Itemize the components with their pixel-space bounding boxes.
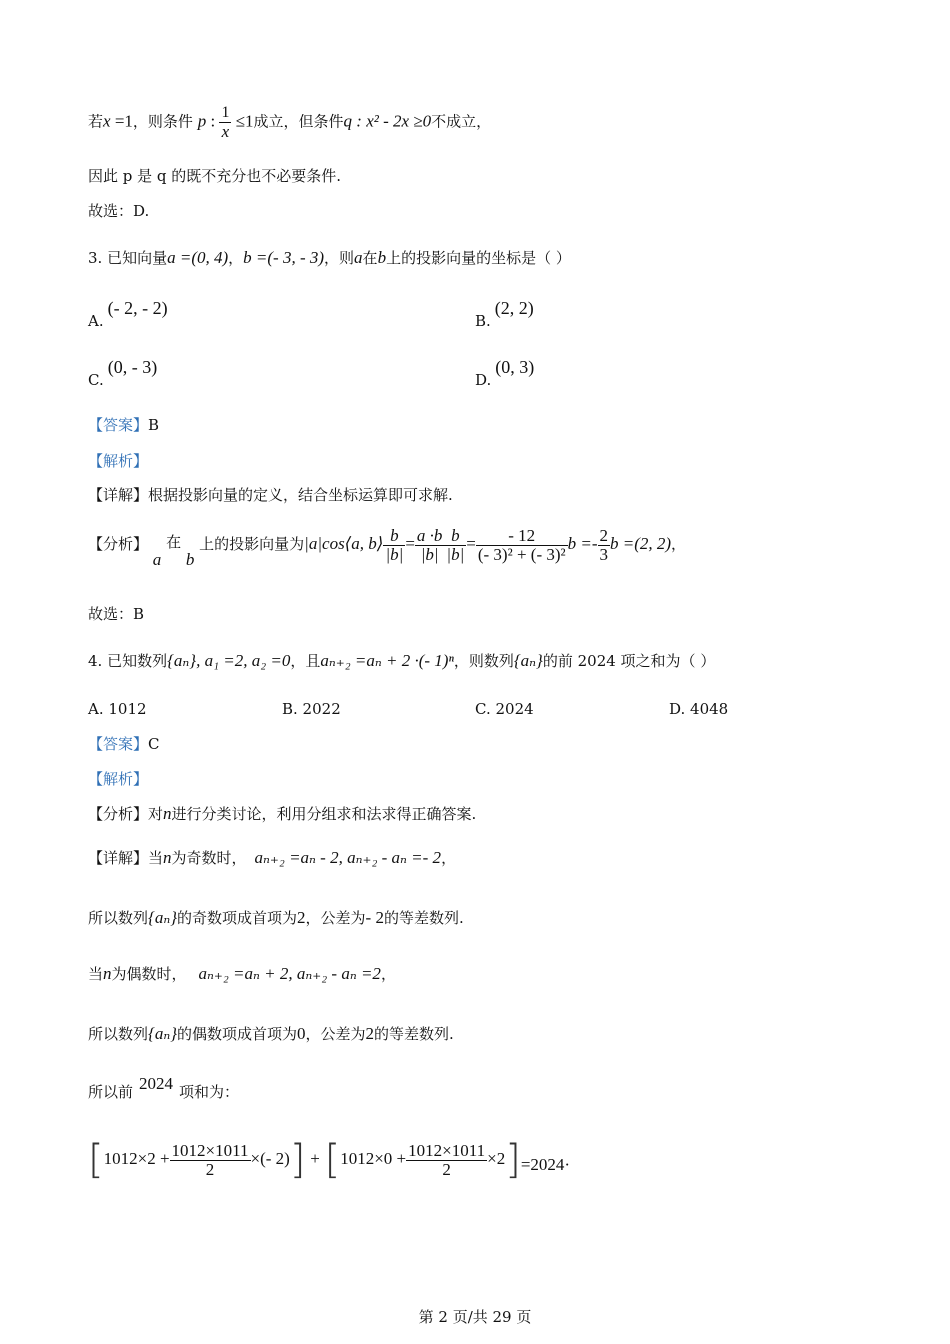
option-value: (0, 3) bbox=[495, 357, 535, 377]
math-var: a bbox=[354, 248, 363, 267]
numerator: - 12 bbox=[476, 527, 568, 546]
denominator: |b| bbox=[385, 544, 404, 564]
detail-text: 根据投影向量的定义，结合坐标运算即可求解. bbox=[148, 486, 453, 504]
text: 不成立， bbox=[431, 112, 492, 131]
page-footer: 第 2 页/共 29 页 bbox=[418, 1308, 532, 1326]
analysis-tag: 【分析】 bbox=[88, 805, 149, 823]
text: 的前 2024 项之和为（ ） bbox=[542, 652, 716, 670]
numerator: a ·b bbox=[416, 525, 443, 545]
detail-tag: 【详解】 bbox=[88, 849, 149, 867]
fraction bbox=[444, 527, 466, 564]
detail-tag: 【详解】 bbox=[88, 486, 149, 504]
fraction bbox=[415, 527, 445, 564]
q4-final-formula bbox=[88, 1134, 570, 1185]
math-var: a bbox=[152, 550, 162, 569]
math-expr: {aₙ} bbox=[148, 908, 178, 927]
formula-part: 1012×0 + bbox=[340, 1149, 407, 1168]
text: 进行分类讨论，利用分组求和法求得正确答案. bbox=[171, 805, 477, 823]
conclusion-line: 因此 p 是 q 的既不充分也不必要条件. bbox=[88, 167, 342, 185]
text: 上的投影向量为 bbox=[199, 535, 305, 553]
text: 所以前 bbox=[88, 1083, 134, 1101]
math-text: =1 bbox=[110, 111, 133, 131]
q3-option-d bbox=[475, 357, 535, 390]
math-text: = bbox=[405, 534, 415, 553]
numerator: 1012×1011 bbox=[408, 1140, 486, 1160]
text: 在 bbox=[166, 533, 182, 551]
math-expr: {aₙ} bbox=[148, 1024, 178, 1043]
math-text: = bbox=[466, 534, 476, 553]
numerator: 1012×1011 bbox=[171, 1140, 249, 1160]
q4-even-terms bbox=[88, 1024, 454, 1044]
answer-value: C bbox=[148, 735, 160, 753]
denominator: 2 bbox=[442, 1159, 451, 1179]
numerator: b bbox=[383, 527, 405, 546]
q4-jiexi: 【解析】 bbox=[88, 770, 149, 788]
text: 若 bbox=[88, 112, 104, 131]
math-expr: b =(- 3, - 3) bbox=[243, 248, 325, 267]
math-var: p bbox=[197, 111, 207, 131]
text: 的奇数项成首项为 bbox=[177, 909, 298, 927]
denominator: 3 bbox=[599, 544, 608, 564]
option-value: (- 2, - 2) bbox=[107, 298, 168, 318]
q4-odd-terms bbox=[88, 908, 464, 928]
question-3-stem bbox=[88, 248, 571, 268]
denominator: |b| bbox=[446, 544, 465, 564]
option-label: A. bbox=[88, 312, 104, 330]
choice-line: 故选：D. bbox=[88, 202, 150, 220]
text: ，则条件 bbox=[132, 112, 193, 131]
text: 的等差数列. bbox=[383, 909, 464, 927]
right-bracket-icon: ] bbox=[289, 1137, 306, 1183]
denominator: |b| bbox=[420, 544, 439, 564]
math-text: ≤1 bbox=[231, 111, 254, 131]
fraction bbox=[406, 1142, 487, 1179]
fraction bbox=[170, 1142, 251, 1179]
text: ，公差为 bbox=[305, 909, 366, 927]
text: 当 bbox=[148, 849, 164, 867]
condition-line bbox=[88, 104, 491, 141]
text: ， bbox=[228, 249, 244, 267]
math-text: 0 bbox=[297, 1024, 306, 1043]
answer-tag: 【答案】 bbox=[88, 735, 149, 753]
text: ， bbox=[671, 535, 687, 553]
q4-detail bbox=[88, 848, 456, 868]
math-text: 2024 bbox=[139, 1074, 174, 1093]
math-text: 2 bbox=[297, 908, 306, 927]
option-label: C. bbox=[88, 371, 104, 389]
math-var: n bbox=[163, 848, 172, 867]
q4-sum-intro bbox=[88, 1074, 240, 1102]
left-bracket-icon: [ bbox=[324, 1137, 341, 1183]
math-expr: aₙ₊₂ =aₙ + 2 ·(- 1)ⁿ bbox=[320, 651, 454, 670]
q3-option-a bbox=[88, 298, 168, 331]
text: 的等差数列. bbox=[374, 1025, 454, 1043]
math-text: - 2 bbox=[365, 908, 384, 927]
numerator: 2 bbox=[599, 525, 608, 545]
right-bracket-icon: ] bbox=[505, 1137, 521, 1183]
option-value: (2, 2) bbox=[494, 298, 534, 318]
left-bracket-icon: [ bbox=[88, 1137, 104, 1183]
formula-part: b =(2, 2) bbox=[610, 534, 672, 553]
text: 对 bbox=[148, 805, 164, 823]
text: 4. 已知数列 bbox=[88, 652, 168, 670]
math-var: q bbox=[343, 111, 353, 131]
math-var: x bbox=[103, 111, 111, 131]
formula-part: ×(- 2) bbox=[250, 1149, 290, 1168]
option-value: (0, - 3) bbox=[107, 357, 158, 377]
text: ， bbox=[441, 849, 457, 867]
answer-value: B bbox=[148, 416, 160, 434]
formula-part: ×2 bbox=[487, 1149, 506, 1168]
denominator: (- 3)² + (- 3)² bbox=[477, 544, 566, 564]
q3-option-b bbox=[475, 298, 534, 331]
math-var: b bbox=[377, 248, 387, 267]
text: 的偶数项成首项为 bbox=[177, 1025, 298, 1043]
text: 3. 已知向量 bbox=[88, 249, 168, 267]
math-expr: a =(0, 4) bbox=[167, 248, 229, 267]
formula-part: |a|cos⟨a, b⟩ bbox=[304, 534, 384, 553]
math-var: b bbox=[185, 550, 195, 569]
q4-answer bbox=[88, 734, 160, 754]
formula-part: b =- bbox=[567, 534, 598, 553]
denominator: 2 bbox=[205, 1159, 215, 1179]
q3-choose: 故选：B bbox=[88, 605, 145, 623]
q3-jiexi: 【解析】 bbox=[88, 452, 149, 470]
text: ，则数列 bbox=[453, 652, 514, 670]
fraction bbox=[219, 104, 231, 141]
text: ，且 bbox=[290, 652, 321, 670]
q4-even-case bbox=[88, 964, 396, 984]
option-label: D. bbox=[475, 371, 492, 389]
answer-tag: 【答案】 bbox=[88, 416, 149, 434]
text: ，则 bbox=[324, 249, 355, 267]
analysis-tag: 【分析】 bbox=[88, 535, 149, 553]
denominator: x bbox=[221, 122, 230, 141]
fraction bbox=[383, 527, 405, 564]
q4-analysis bbox=[88, 804, 476, 824]
text: 所以数列 bbox=[88, 1025, 149, 1043]
math-expr: aₙ₊₂ =aₙ + 2, aₙ₊₂ - aₙ =2 bbox=[198, 964, 381, 983]
text: ， bbox=[380, 965, 396, 983]
math-expr: {aₙ} bbox=[167, 651, 197, 670]
formula-part: 1012×2 + bbox=[103, 1149, 170, 1168]
text: 为奇数时， bbox=[171, 849, 247, 867]
q3-detail bbox=[88, 485, 453, 505]
formula-part: =2024· bbox=[520, 1155, 571, 1174]
text: 成立，但条件 bbox=[253, 112, 344, 131]
text: 在 bbox=[362, 249, 378, 267]
math-var: n bbox=[103, 964, 112, 983]
math-expr: aₙ₊₂ =aₙ - 2, aₙ₊₂ - aₙ =- 2 bbox=[254, 848, 442, 867]
fraction bbox=[476, 527, 568, 564]
formula-part: + bbox=[310, 1149, 320, 1168]
numerator: b bbox=[444, 527, 466, 546]
q3-answer bbox=[88, 415, 159, 435]
q4-option-c: C. 2024 bbox=[475, 700, 534, 718]
math-expr: : x² - 2x ≥0 bbox=[352, 111, 432, 131]
math-expr: {aₙ} bbox=[513, 651, 543, 670]
q4-option-a: A. 1012 bbox=[88, 700, 147, 718]
text: 当 bbox=[88, 965, 104, 983]
q4-option-d: D. 4048 bbox=[669, 700, 729, 718]
text: 所以数列 bbox=[88, 909, 149, 927]
math-text: : bbox=[206, 111, 220, 131]
text: 为偶数时， bbox=[111, 965, 187, 983]
math-expr: , a₁ =2, a₂ =0 bbox=[196, 651, 291, 670]
numerator: 1 bbox=[221, 104, 230, 121]
math-var: n bbox=[163, 804, 172, 823]
text: 项和为： bbox=[179, 1083, 240, 1101]
math-text: 2 bbox=[365, 1024, 375, 1043]
text: 上的投影向量的坐标是（ ） bbox=[386, 249, 571, 267]
q3-option-c bbox=[88, 357, 158, 390]
q4-option-b: B. 2022 bbox=[282, 700, 341, 718]
q3-analysis bbox=[88, 524, 687, 569]
question-4-stem bbox=[88, 651, 715, 671]
option-label: B. bbox=[475, 312, 491, 330]
fraction bbox=[598, 527, 611, 564]
text: ，公差为 bbox=[305, 1025, 366, 1043]
